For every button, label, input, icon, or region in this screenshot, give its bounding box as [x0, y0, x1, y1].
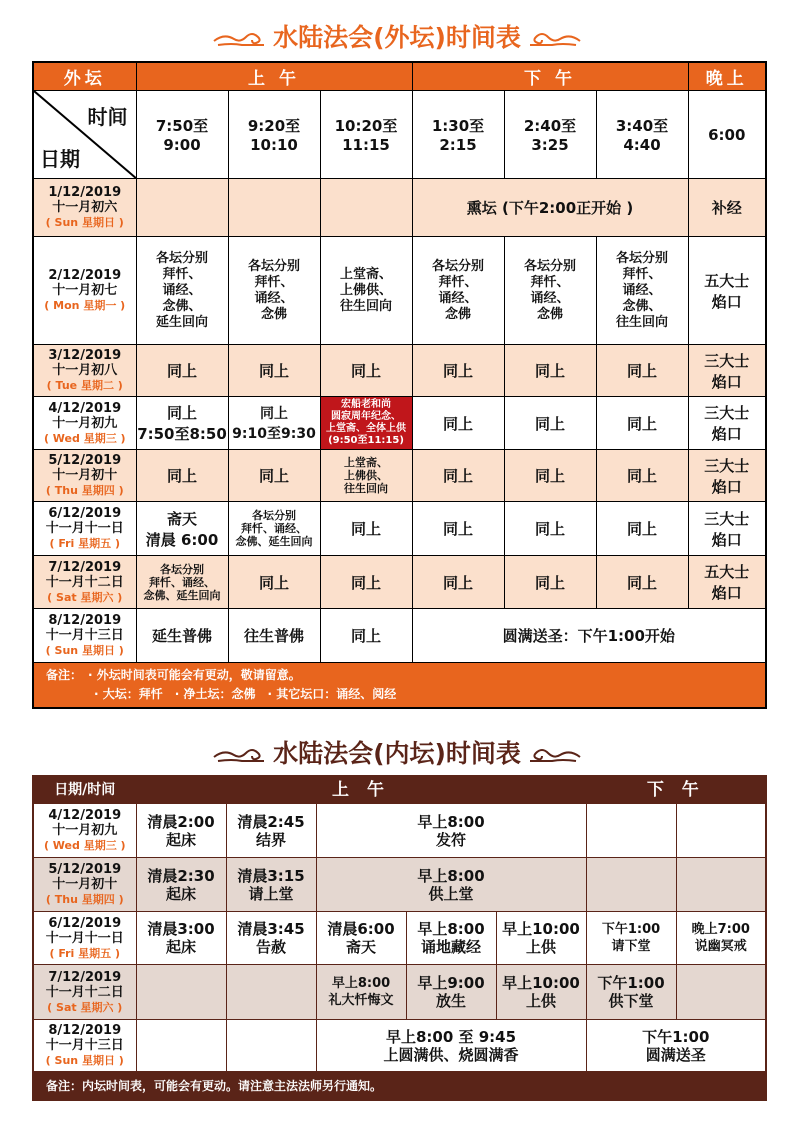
schedule-cell: 同上 [504, 397, 596, 450]
schedule-cell: 同上 [504, 556, 596, 609]
inner-notes: 备注：内坛时间表，可能会有更动。请注意主法法师另行通知。 [33, 1072, 766, 1101]
schedule-cell: 延生普佛 [136, 609, 228, 663]
empty-cell [226, 1020, 316, 1072]
date-cell: 6/12/2019 十一月十一日 ( Fri 星期五 ) [33, 502, 136, 556]
am-header: 上 午 [136, 62, 412, 91]
schedule-cell: 早上8:00 礼大忏悔文 [316, 965, 406, 1020]
schedule-cell: 上堂斋、 上佛供、 往生回向 [320, 450, 412, 502]
schedule-cell: 清晨2:45 结界 [226, 804, 316, 858]
schedule-cell: 早上8:00 供上堂 [316, 858, 586, 912]
schedule-cell: 斋天 清晨 6:00 [136, 502, 228, 556]
schedule-cell: 同上 9:10至9:30 [228, 397, 320, 450]
schedule-cell: 同上 [596, 397, 688, 450]
cloud-ornament-left-icon [212, 745, 267, 765]
schedule-cell: 清晨2:00 起床 [136, 804, 226, 858]
corner-label: 日期/时间 [33, 776, 136, 804]
empty-cell [676, 965, 766, 1020]
schedule-cell: 清晨3:45 告赦 [226, 912, 316, 965]
empty-cell [586, 858, 676, 912]
schedule-cell: 三大士 焰口 [688, 502, 766, 556]
cloud-ornament-right-icon [527, 29, 582, 49]
date-cell: 2/12/2019 十一月初七 ( Mon 星期一 ) [33, 237, 136, 345]
date-cell: 4/12/2019 十一月初九 ( Wed 星期三 ) [33, 397, 136, 450]
empty-cell [226, 965, 316, 1020]
schedule-cell: 同上 [412, 345, 504, 397]
am-header: 上 午 [136, 776, 586, 804]
schedule-cell: 补经 [688, 179, 766, 237]
empty-cell [676, 804, 766, 858]
empty-cell [676, 858, 766, 912]
schedule-cell: 同上 [596, 502, 688, 556]
empty-cell [228, 179, 320, 237]
time-slot: 2:40至 3:25 [504, 91, 596, 179]
outer-schedule-table [32, 61, 767, 709]
date-cell: 7/12/2019 十一月十二日 ( Sat 星期六 ) [33, 556, 136, 609]
time-slot: 9:20至 10:10 [228, 91, 320, 179]
date-cell: 8/12/2019 十一月十三日 ( Sun 星期日 ) [33, 609, 136, 663]
schedule-cell: 同上 [596, 345, 688, 397]
schedule-cell: 五大士 焰口 [688, 556, 766, 609]
schedule-cell: 往生普佛 [228, 609, 320, 663]
schedule-cell: 清晨2:30 起床 [136, 858, 226, 912]
schedule-cell: 同上 [228, 450, 320, 502]
schedule-cell: 同上 [412, 502, 504, 556]
empty-cell [136, 1020, 226, 1072]
date-cell: 7/12/2019 十一月十二日 ( Sat 星期六 ) [33, 965, 136, 1020]
outer-notes: 备注： · 外坛时间表可能会有更动，敬请留意。 · 大坛：拜忏 · 净土坛：念佛 · 其它坛口：诵经、阅经 [33, 663, 766, 709]
schedule-cell: 同上 [596, 556, 688, 609]
corner-label: 外坛 [33, 62, 136, 91]
schedule-cell: 上堂斋、 上佛供、 往生回向 [320, 237, 412, 345]
time-slot: 7:50至 9:00 [136, 91, 228, 179]
outer-title: 水陆法会(外坛)时间表 [0, 18, 794, 54]
memorial-highlight-cell: 宏船老和尚 圆寂周年纪念、 上堂斋、全体上供 (9:50至11:15) [320, 397, 412, 450]
schedule-cell: 下午1:00 供下堂 [586, 965, 676, 1020]
schedule-cell: 同上 [136, 450, 228, 502]
schedule-cell: 三大士 焰口 [688, 345, 766, 397]
schedule-cell: 清晨3:00 起床 [136, 912, 226, 965]
date-cell: 8/12/2019 十一月十三日 ( Sun 星期日 ) [33, 1020, 136, 1072]
schedule-cell: 同上 [228, 345, 320, 397]
schedule-cell: 早上10:00 上供 [496, 912, 586, 965]
schedule-cell: 各坛分别 拜忏、诵经、 念佛、延生回向 [136, 556, 228, 609]
cloud-ornament-right-icon [527, 745, 582, 765]
schedule-cell: 同上 [412, 556, 504, 609]
schedule-cell: 同上 [596, 450, 688, 502]
empty-cell [136, 965, 226, 1020]
cloud-ornament-left-icon [212, 29, 267, 49]
time-slot: 1:30至 2:15 [412, 91, 504, 179]
time-slot: 10:20至 11:15 [320, 91, 412, 179]
schedule-cell: 同上 [320, 502, 412, 556]
empty-cell [586, 804, 676, 858]
schedule-cell: 同上 [320, 556, 412, 609]
schedule-cell: 早上8:00 诵地藏经 [406, 912, 496, 965]
schedule-cell: 早上10:00 上供 [496, 965, 586, 1020]
schedule-cell: 各坛分别 拜忏、 诵经、 念佛 [412, 237, 504, 345]
schedule-cell: 清晨6:00 斋天 [316, 912, 406, 965]
schedule-cell: 各坛分别 拜忏、 诵经、 念佛 [228, 237, 320, 345]
schedule-cell: 同上 [136, 345, 228, 397]
inner-schedule-table [32, 775, 767, 1101]
schedule-cell: 各坛分别 拜忏、 诵经、 念佛、 延生回向 [136, 237, 228, 345]
inner-title: 水陆法会(内坛)时间表 [0, 734, 794, 770]
night-header: 晚上 [688, 62, 766, 91]
schedule-cell: 同上 [504, 345, 596, 397]
schedule-cell: 同上 [320, 609, 412, 663]
date-label: 日期 [40, 147, 80, 171]
schedule-cell: 熏坛 (下午2:00正开始 ) [412, 179, 688, 237]
schedule-cell: 各坛分别 拜忏、诵经、 念佛、延生回向 [228, 502, 320, 556]
schedule-cell: 下午1:00 圆满送圣 [586, 1020, 766, 1072]
schedule-cell: 下午1:00 请下堂 [586, 912, 676, 965]
date-cell: 6/12/2019 十一月十一日 ( Fri 星期五 ) [33, 912, 136, 965]
schedule-cell: 早上8:00 发符 [316, 804, 586, 858]
schedule-cell: 同上 [320, 345, 412, 397]
time-date-corner [33, 91, 136, 179]
date-cell: 1/12/2019 十一月初六 ( Sun 星期日 ) [33, 179, 136, 237]
pm-header: 下 午 [586, 776, 766, 804]
date-cell: 5/12/2019 十一月初十 ( Thu 星期四 ) [33, 450, 136, 502]
schedule-cell: 圆满送圣：下午1:00开始 [412, 609, 766, 663]
empty-cell [320, 179, 412, 237]
date-cell: 5/12/2019 十一月初十 ( Thu 星期四 ) [33, 858, 136, 912]
schedule-cell: 同上 [412, 397, 504, 450]
time-label: 时间 [87, 105, 128, 129]
empty-cell [136, 179, 228, 237]
schedule-cell: 同上 [504, 502, 596, 556]
schedule-cell: 各坛分别 拜忏、 诵经、 念佛、 往生回向 [596, 237, 688, 345]
schedule-cell: 各坛分别 拜忏、 诵经、 念佛 [504, 237, 596, 345]
schedule-cell: 清晨3:15 请上堂 [226, 858, 316, 912]
schedule-cell: 晚上7:00 说幽冥戒 [676, 912, 766, 965]
schedule-cell: 同上 7:50至8:50 [136, 397, 228, 450]
schedule-cell: 同上 [228, 556, 320, 609]
schedule-cell: 同上 [412, 450, 504, 502]
schedule-cell: 五大士 焰口 [688, 237, 766, 345]
schedule-cell: 三大士 焰口 [688, 450, 766, 502]
pm-header: 下 午 [412, 62, 688, 91]
date-cell: 4/12/2019 十一月初九 ( Wed 星期三 ) [33, 804, 136, 858]
schedule-cell: 三大士 焰口 [688, 397, 766, 450]
schedule-cell: 早上8:00 至 9:45 上圆满供、烧圆满香 [316, 1020, 586, 1072]
schedule-cell: 同上 [504, 450, 596, 502]
time-slot: 6:00 [688, 91, 766, 179]
schedule-cell: 早上9:00 放生 [406, 965, 496, 1020]
time-slot: 3:40至 4:40 [596, 91, 688, 179]
date-cell: 3/12/2019 十一月初八 ( Tue 星期二 ) [33, 345, 136, 397]
